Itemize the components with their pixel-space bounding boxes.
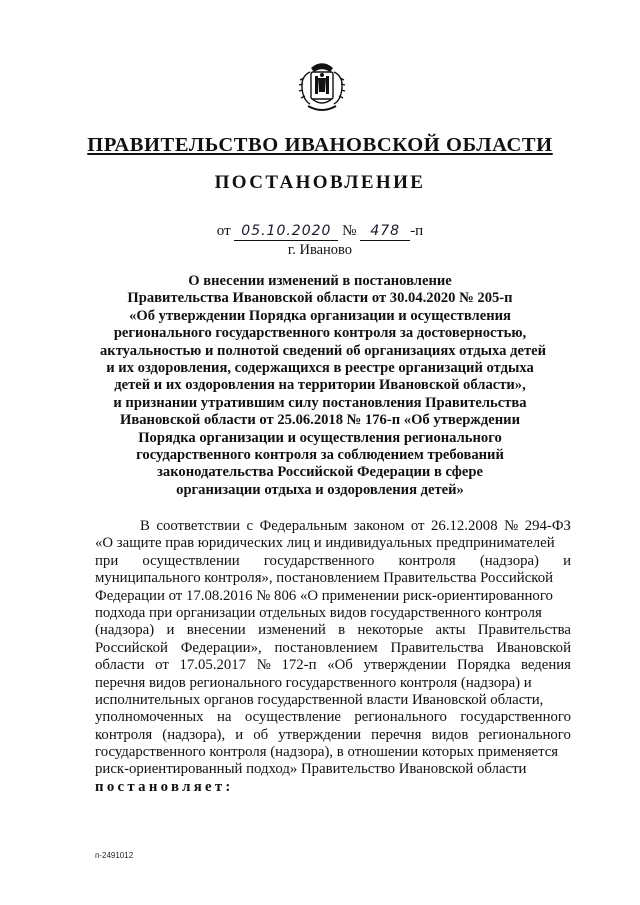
date-number-row (0, 222, 640, 241)
word: Федеральным (259, 518, 348, 534)
document-type: ПОСТАНОВЛЕНИЕ (214, 172, 426, 193)
number-suffix: -п (410, 223, 424, 239)
word: № (256, 657, 271, 674)
word: регионального (354, 709, 447, 726)
word: утверждении (278, 726, 362, 743)
title-line: регионального государственного контроля за достоверностью, (113, 325, 527, 342)
word: соответствии (156, 518, 240, 534)
title-line: Правительства Ивановской области от 30.04.2020 № 205-п (127, 290, 513, 307)
word: № (504, 518, 519, 534)
word: Российской (95, 639, 168, 656)
word: 172-п (281, 657, 317, 674)
ivanovo-coat-of-arms-icon (296, 58, 348, 114)
body-line (95, 709, 571, 726)
word: и (563, 552, 571, 569)
word: В (140, 518, 150, 534)
word: Правительства (390, 639, 484, 656)
word: утверждении (363, 657, 447, 674)
word: об (253, 726, 269, 743)
body-line (95, 657, 571, 674)
title-line: О внесении изменений в постановление (188, 273, 452, 289)
word: Порядка (456, 657, 511, 674)
word: на (216, 709, 232, 726)
word: контроля (398, 552, 456, 569)
number-prefix: № (342, 223, 357, 239)
title-line: законодательства Российской Федерации в сфере (157, 464, 483, 481)
word: и (235, 726, 244, 743)
body-line (95, 727, 571, 744)
word: контроля (95, 726, 153, 743)
body-line: «О защите прав юридических лиц и индивидуальных предпринимателей (95, 535, 555, 552)
word: 17.05.2017 (179, 657, 247, 674)
word: (надзора) (479, 552, 539, 569)
word: регионального (478, 726, 571, 743)
body-line: риск-ориентированный подход» Правительство Ивановской области (95, 761, 527, 778)
word: 294-ФЗ (524, 518, 571, 534)
body-line: муниципального контроля», постановлением Правительства Российской (95, 570, 554, 587)
word: акты (435, 622, 466, 639)
body-paragraph (95, 518, 571, 796)
word: Правительства (477, 622, 571, 639)
title-line: актуальностью и полнотой сведений об организациях отдыха детей (100, 342, 546, 359)
body-line: перечня видов регионального государственного контроля (надзора) и (95, 674, 532, 691)
title-line: организации отдыха и оздоровления детей» (176, 481, 464, 498)
title-line: государственного контроля за соблюдением требований (136, 447, 504, 464)
title-line: «Об утверждении Порядка организации и осуществления (129, 307, 511, 324)
word: уполномоченных (95, 709, 204, 726)
word: изменений (258, 622, 326, 639)
body-line (95, 622, 571, 639)
title-line: и их оздоровления, содержащихся в реестре организаций отдыха (106, 360, 534, 377)
word: Ивановской (496, 639, 571, 656)
word: видов (431, 726, 469, 743)
word: государственного (460, 709, 571, 726)
word: (надзора) (95, 622, 155, 639)
city: г. Иваново (287, 242, 353, 258)
word: ведения (520, 657, 571, 674)
title-line: детей и их оздоровления на территории Ивановской области», (114, 377, 526, 394)
word: законом (353, 518, 405, 534)
word: внесении (186, 622, 246, 639)
document-date: 05.10.2020 (234, 222, 338, 241)
word: постановлением (274, 639, 378, 656)
title-line: Ивановской области от 25.06.2018 № 176-п «Об утверждении (120, 412, 520, 429)
word: Федерации», (180, 639, 262, 656)
body-line (95, 640, 571, 657)
date-prefix: от (216, 223, 231, 239)
government-title: ПРАВИТЕЛЬСТВО ИВАНОВСКОЙ ОБЛАСТИ (87, 134, 553, 156)
word: некоторые (357, 622, 424, 639)
word: от (155, 657, 169, 674)
document-code: п-2491012 (95, 851, 134, 860)
decree-word: постановляет: (95, 778, 234, 795)
word: и (166, 622, 175, 639)
word: государственного (263, 552, 375, 569)
word: с (246, 518, 254, 534)
document-number: 478 (360, 222, 410, 241)
body-line: подхода при организации отдельных видов государственного контроля (95, 604, 542, 621)
body-line (95, 553, 571, 570)
document-title (100, 273, 546, 499)
word: области (95, 657, 145, 674)
title-line: и признании утратившим силу постановления Правительства (113, 394, 527, 411)
title-line: Порядка организации и осуществления регионального (138, 429, 502, 446)
body-line: государственного контроля (надзора), в отношении которых применяется (95, 744, 559, 761)
word: (надзора), (162, 726, 226, 743)
body-line: исполнительных органов государственной власти Ивановской области, (95, 691, 544, 708)
word: в (338, 622, 346, 639)
word: 26.12.2008 (431, 518, 498, 534)
word: осуществление (244, 709, 341, 726)
body-line (95, 518, 571, 535)
word: «Об (327, 657, 353, 674)
word: осуществлении (142, 552, 240, 569)
word: перечня (371, 726, 422, 743)
word: от (410, 518, 425, 534)
body-line: Федерации от 17.08.2016 № 806 «О применении риск-ориентированного (95, 587, 553, 604)
word: при (95, 552, 119, 569)
